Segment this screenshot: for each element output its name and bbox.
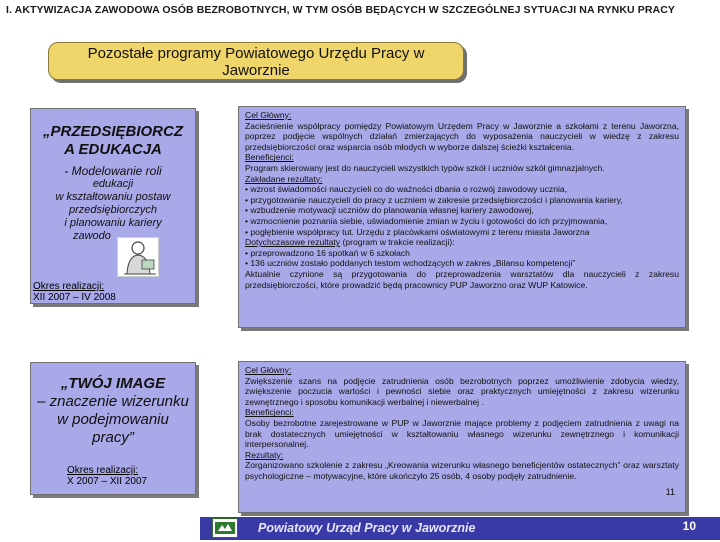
results-label: Zakładane rezultaty:: [245, 173, 323, 184]
program-card-twoj-image: [30, 362, 196, 495]
program-title-line2: A EDUKACJA: [64, 141, 162, 158]
program-desc-line: w kształtowaniu postaw: [55, 191, 171, 203]
section-title-line2: Jaworznie: [222, 62, 290, 79]
program-card-przedsiebiorcza: [30, 108, 196, 304]
goal-text: Zacieśnienie współpracy pomiędzy Powiatowym Urzędem Pracy w Jaworznie a szkołami z terenu Jaworzna, poprzez podjęcie wspólnych działań zmierzających do wyposażenia nauczycieli w wiedzę z zakresu przedsiębiorczości oraz wsparcia osób młodych w wyborze dalszej ścieżki kształcenia.: [245, 120, 679, 152]
header-text: I. AKTYWIZACJA ZAWODOWA OSÓB BEZROBOTNYCH, W TYM OSÓB BĘDĄCYCH W SZCZEGÓLNEJ SYTUACJI NA RYNKU PRACY: [6, 4, 675, 16]
program-desc-line: przedsiębiorczych: [68, 204, 158, 216]
pup-logo-icon: [212, 518, 238, 538]
section-title: [48, 42, 464, 80]
results-label: Rezultaty:: [245, 449, 284, 460]
program-details-twoj-image: [238, 361, 686, 513]
goal-text: Zwiększenie szans na podjęcie zatrudnienia osób bezrobotnych poprzez umożliwienie zdobycia wiedzy, zwiększenie poczucia wartości i pewności siebie oraz praktycznych umiejętności z zakresu wizerunku zewnętrznego i sposobu komunikacji werbalnej i niewerbalnej .: [245, 375, 679, 407]
section-title-line1: Pozostałe programy Powiatowego Urzędu Pracy w: [87, 45, 425, 62]
result-item: • przygotowanie nauczycieli do pracy z uczniem w zakresie przedsiębiorczości i planowania kariery,: [245, 194, 623, 205]
page-header: [0, 0, 720, 30]
result-item: • pogłębienie współpracy tut. Urzędu z placówkami oświatowymi z terenu miasta Jaworzna: [245, 226, 590, 237]
goal-label: Cel Główny:: [245, 365, 292, 375]
current-results-suffix: (program w trakcie realizacji):: [340, 237, 455, 248]
result-item: • wzmocnienie poznania siebie, uświadomienie zmian w życiu i gotowości do ich przyjmowania,: [245, 215, 608, 226]
beneficiaries-text: Program skierowany jest do nauczycieli wszystkich typów szkół i uczniów szkół gimnazjalnych.: [245, 162, 605, 173]
inner-page-number: 11: [665, 487, 675, 498]
footer-bar: [200, 517, 720, 540]
results-text: Zorganizowano szkolenie z zakresu „Kreowania wizerunku własnego beneficjentów ostatecznych” oraz warsztaty psychologiczne – motywacyjne, które ukończyło 25 osób, 4 osoby podjęły zatrudnienie.: [245, 460, 679, 481]
program-desc-line: edukacji: [92, 178, 134, 190]
period-label: Okres realizacji:: [33, 281, 105, 292]
program-title-line2: – znaczenie wizerunku: [37, 393, 189, 410]
period-label: Okres realizacji:: [67, 465, 139, 476]
result-item: • wzbudzenie motywacji uczniów do planowania własnej kariery zawodowej,: [245, 205, 534, 216]
program-desc-line: - Modelowanie roli: [64, 164, 162, 178]
current-results-label: Dotychczasowe rezultaty: [245, 237, 341, 248]
program-details-przedsiebiorcza: [238, 106, 686, 328]
program-title-line3: w podejmowaniu: [57, 411, 169, 428]
program-title-line4: pracy”: [92, 429, 134, 446]
period-value: XII 2007 – IV 2008: [33, 292, 116, 303]
goal-label: Cel Główny:: [245, 110, 292, 120]
program-title-line1: „TWÓJ IMAGE: [60, 375, 166, 392]
beneficiaries-label: Beneficjenci:: [245, 152, 294, 163]
closing-text: Aktualnie czynione są przygotowania do przeprowadzenia warsztatów dla nauczycieli z zakresu przedsiębiorczości, które prowadzić będą pracownicy PUP Jaworzno oraz WUP Katowice.: [245, 268, 679, 290]
clipart-image: [117, 237, 159, 277]
program-title-line1: „PRZEDSIĘBIORCZ: [42, 123, 183, 140]
program-desc-line: zawodo: [73, 230, 111, 242]
current-results-heading: [245, 237, 679, 248]
result-item: • wzrost świadomości nauczycieli co do ważności dbania o rozwój zawodowy ucznia,: [245, 184, 568, 195]
current-result-item: • 136 uczniów zostało poddanych testom wchodzących w zakres „Bilansu kompetencji”: [245, 258, 576, 269]
beneficiaries-text: Osoby bezrobotne zarejestrowane w PUP w Jaworznie mające problemy z podjęciem zatrudnienia z uwagi na brak dostatecznych umiejętności w kształtowaniu własnego wizerunku zewnętrznego i komunikacji interpersonalnej.: [245, 417, 679, 450]
program-desc-line: i planowaniu kariery: [64, 217, 162, 229]
footer-office: Powiatowy Urząd Pracy w Jaworznie: [258, 521, 476, 535]
current-result-item: • przeprowadzono 16 spotkań w 6 szkołach: [245, 247, 410, 258]
period-value: X 2007 – XII 2007: [67, 476, 148, 487]
page-number: 10: [682, 519, 696, 533]
beneficiaries-label: Beneficjenci:: [245, 407, 294, 418]
